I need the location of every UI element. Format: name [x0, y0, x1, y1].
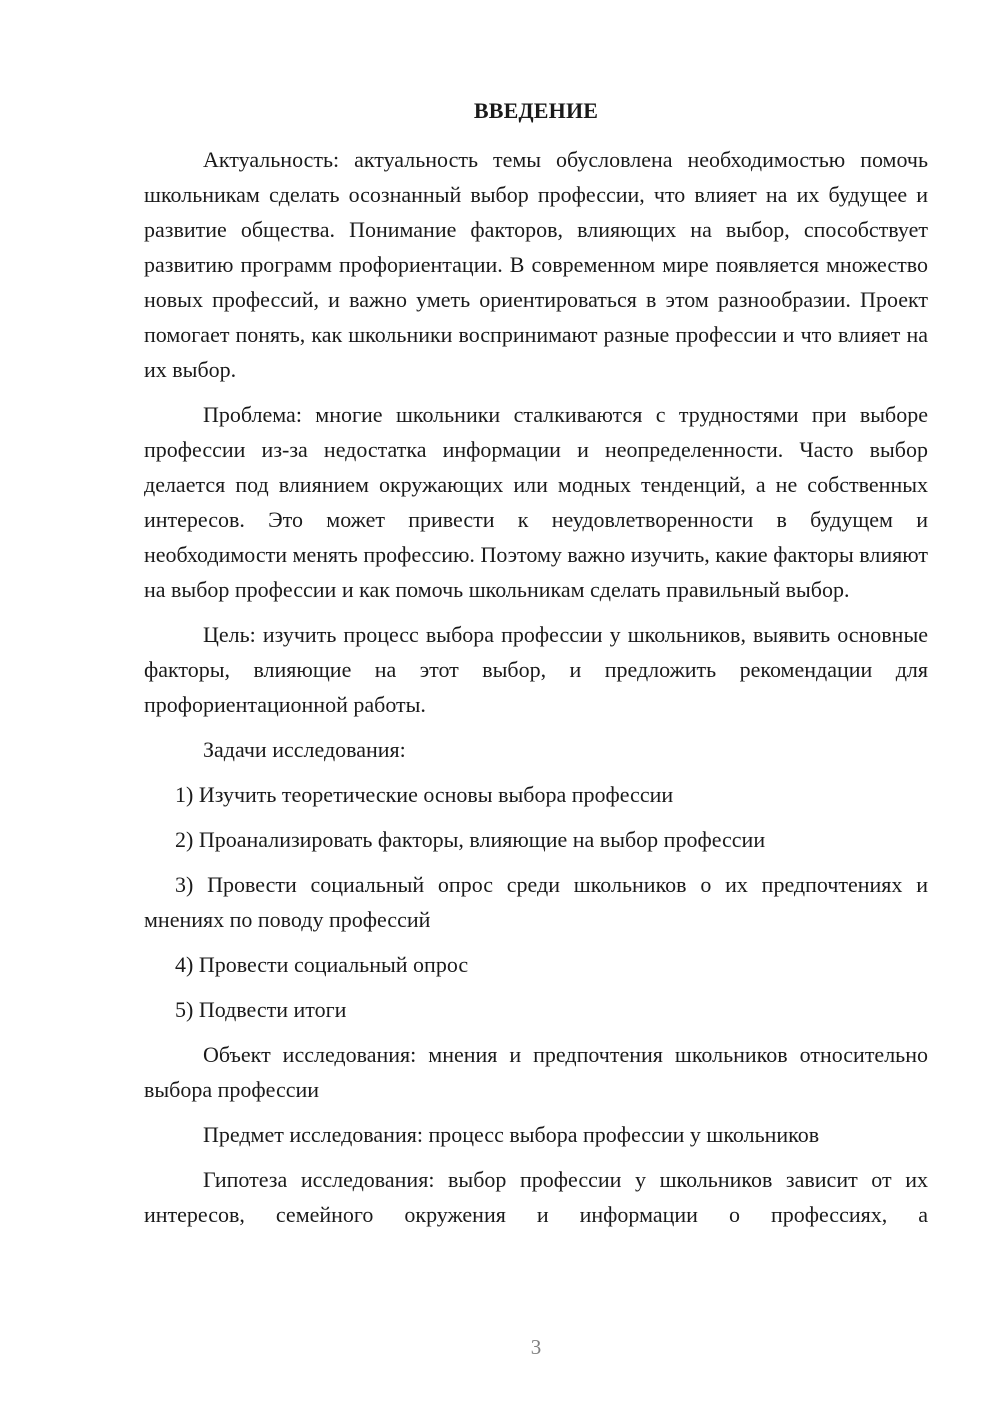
page-number: 3 — [530, 1335, 542, 1359]
problem-paragraph: Проблема: многие школьники сталкиваются с трудностями при выборе профессии из-за недостатка информации и неопределенности. Часто выбор делается под влиянием окружающих или модных тенденций, а не собственных интересов. Это может привести к неудовлетворенности в будущем и необходимости менять профессию. Поэтому важно изучить, какие факторы влияют на выбор профессии и как помочь школьникам сделать правильный выбор. — [144, 402, 928, 602]
task-item: 2) Проанализировать факторы, влияющие на выбор профессии — [175, 827, 766, 852]
object-paragraph: Объект исследования: мнения и предпочтения школьников относительно выбора профессии — [144, 1042, 928, 1102]
task-item: 4) Провести социальный опрос — [175, 952, 469, 977]
task-item: 1) Изучить теоретические основы выбора профессии — [175, 782, 674, 807]
task-item: 5) Подвести итоги — [175, 997, 347, 1022]
hypothesis-paragraph: Гипотеза исследования: выбор профессии у школьников зависит от их интересов, семейного окружения и информации о профессиях, а — [144, 1167, 928, 1227]
section-heading: ВВЕДЕНИЕ — [473, 98, 599, 123]
subject-paragraph: Предмет исследования: процесс выбора профессии у школьников — [203, 1122, 820, 1147]
goal-paragraph: Цель: изучить процесс выбора профессии у школьников, выявить основные факторы, влияющие на этот выбор, и предложить рекомендации для профориентационной работы. — [144, 622, 928, 717]
tasks-title: Задачи исследования: — [203, 737, 406, 762]
relevance-paragraph: Актуальность: актуальность темы обусловлена необходимостью помочь школьникам сделать осознанный выбор профессии, что влияет на их будущее и развитие общества. Понимание факторов, влияющих на выбор, способствует развитию программ профориентации. В современном мире появляется множество новых профессий, и важно уметь ориентироваться в этом разнообразии. Проект помогает понять, как школьники воспринимают разные профессии и что влияет на их выбор. — [144, 147, 928, 382]
task-item: 3) Провести социальный опрос среди школьников о их предпочтениях и мнениях по поводу профессий — [144, 872, 928, 932]
document-body — [144, 142, 928, 1232]
